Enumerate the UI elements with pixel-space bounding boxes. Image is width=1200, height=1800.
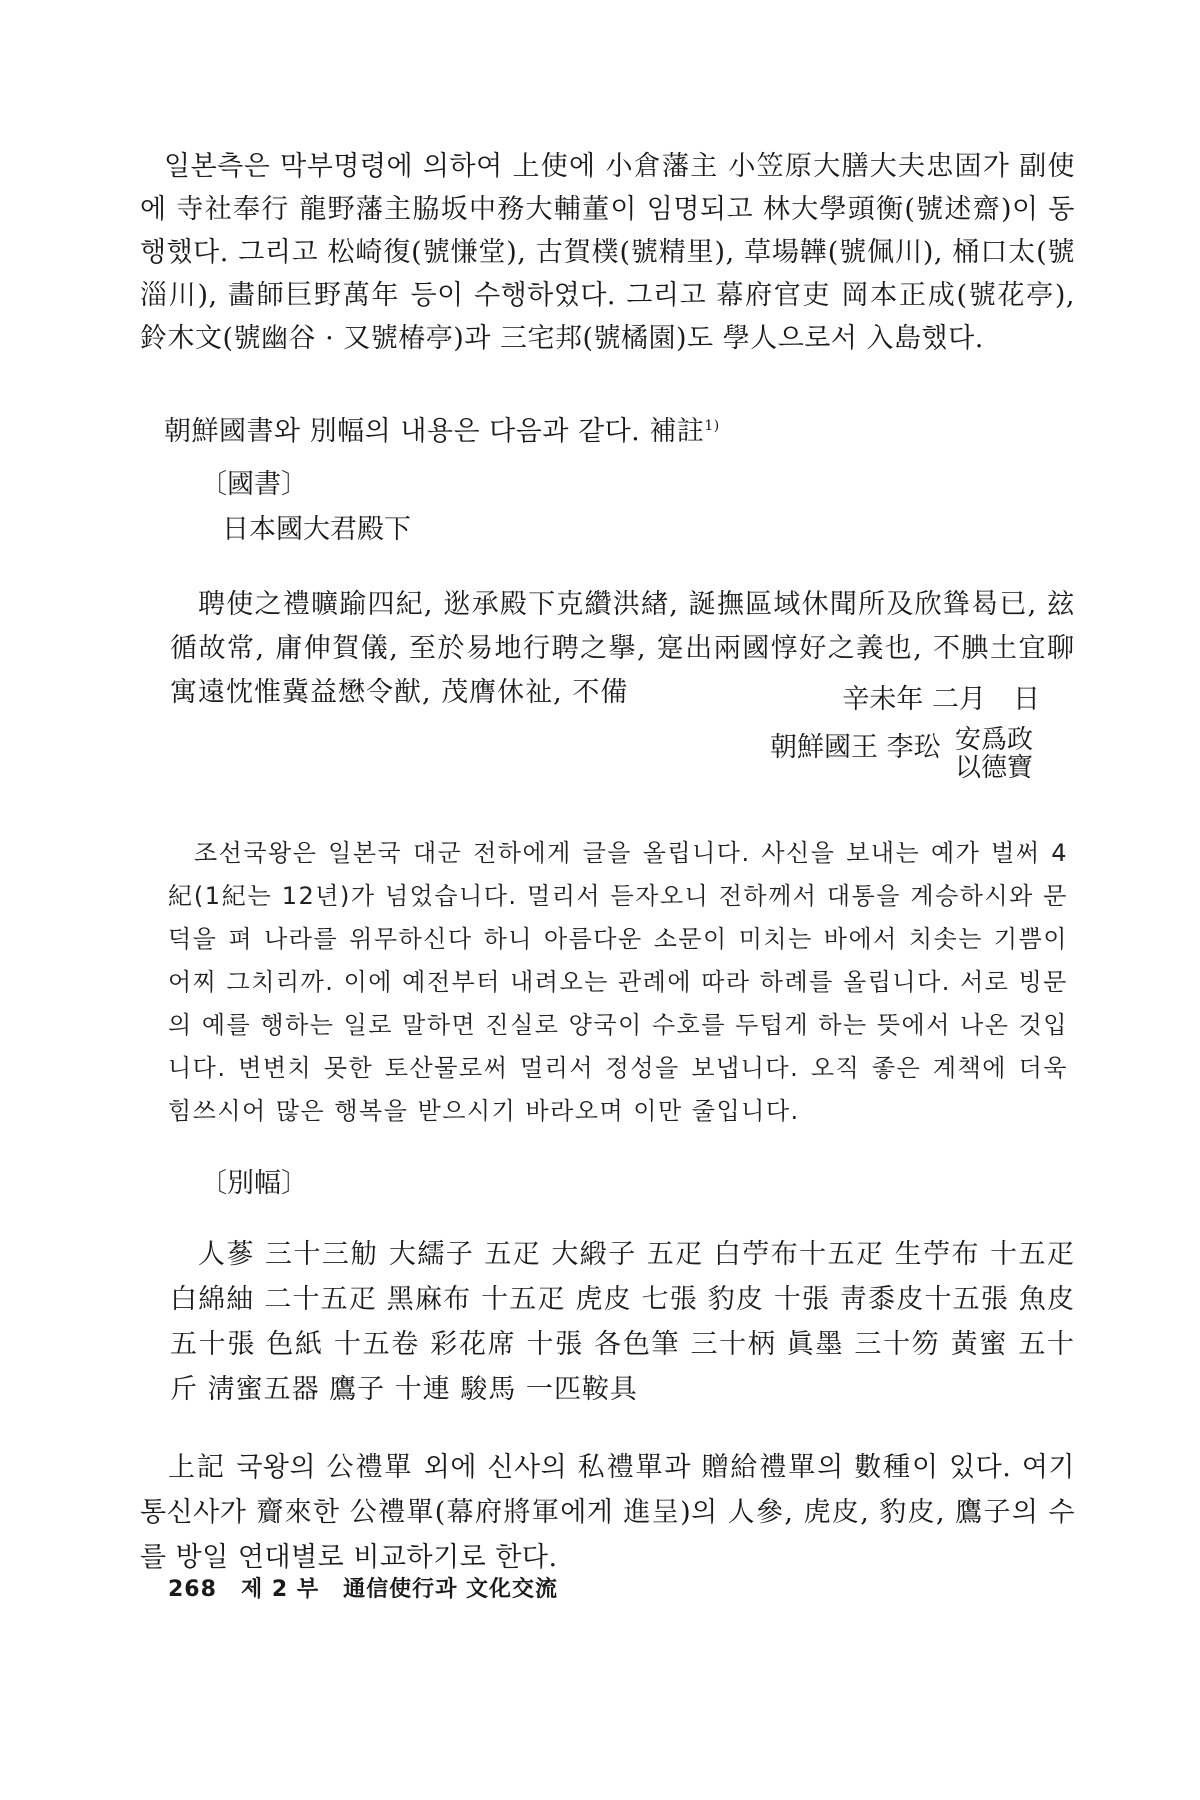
kuksho-sender: 朝鮮國王 李玜 xyxy=(770,732,941,763)
part-title: 通信使行과 文化交流 xyxy=(343,1577,558,1602)
page-footer xyxy=(168,1572,582,1603)
kuksho-addressee: 日本國大君殿下 xyxy=(222,514,411,545)
kuksho-date: 辛未年 二月 日 xyxy=(842,684,1040,715)
korean-translation: 조선국왕은 일본국 대군 전하에게 글을 올립니다. 사신을 보내는 예가 벌써 4紀(1紀는 12년)가 넘었습니다. 멀리서 듣자오니 전하께서 대통을 계승하시와 문덕을 펴 나라를 위무하신다 하니 아름다운 소문이 미치는 바에서 치솟는 기쁨이 어찌 그치리까. 이에 예전부터 내려오는 관례에 따라 하례를 올립니다. 서로 빙문의 예를 행하는 일로 말하면 진실로 양국이 수호를 두텁게 하는 뜻에서 나온 것입니다. 변변치 못한 토산물로써 멀리서 정성을 보냅니다. 오직 좋은 계책에 더욱 힘쓰시어 많은 행복을 받으시기 바라오며 이만 줄입니다. xyxy=(168,839,1068,1125)
closing-paragraph: 上記 국왕의 公禮單 외에 신사의 私禮單과 贈給禮單의 數種이 있다. 여기 통신사가 齎來한 公禮單(幕府將軍에게 進呈)의 人參, 虎皮, 豹皮, 鷹子의 수를 방일 연대별로 비교하기로 한다. xyxy=(140,1452,1075,1573)
intro-paragraph: 일본측은 막부명령에 의하여 上使에 小倉藩主 小笠原大膳大夫忠固가 副使에 寺社奉行 龍野藩主脇坂中務大輔董이 임명되고 林大學頭衡(號述齋)이 동행했다. 그리고 松崎復(號慊堂), 古賀樸(號精里), 草場韡(號佩川), 桶口太(號淄川), 畵師巨野萬年 등이 수행하였다. 그리고 幕府官吏 岡本正成(號花亭), 鈴木文(號幽谷 · 又號椿亭)과 三宅邦(號橘園)도 學人으로서 入島했다. xyxy=(140,151,1075,354)
kuksho-label: 〔國書〕 xyxy=(200,469,308,500)
seal-line-1: 安爲政 xyxy=(955,725,1034,755)
seal-line-2: 以德寶 xyxy=(955,753,1034,783)
kuksho-body: 聘使之禮曠踰四紀, 逖承殿下克纘洪緖, 誕撫區域休聞所及欣聳曷已, 玆循故常, 庸伸賀儀, 至於易地行聘之擧, 寔出兩國惇好之義也, 不腆土宜聊寓遠忱惟冀益懋令猷, 茂膺休祉, 不備 xyxy=(170,589,1075,708)
kuksho-seal xyxy=(955,726,1033,782)
byeolpok-label: 〔別幅〕 xyxy=(200,1168,308,1199)
page-number: 268 xyxy=(168,1577,217,1602)
intro-sentence-text: 朝鮮國書와 別幅의 내용은 다음과 같다. 補註 xyxy=(164,416,705,447)
footnote-marker: 1) xyxy=(704,418,720,434)
intro-sentence xyxy=(140,405,1075,453)
byeolpok-items: 人蔘 三十三觔 大繻子 五疋 大緞子 五疋 白苧布十五疋 生苧布 十五疋 白綿紬 二十五疋 黑麻布 十五疋 虎皮 七張 豹皮 十張 靑黍皮十五張 魚皮 五十張 色紙 十五卷 彩花席 十張 各色筆 三十柄 眞墨 三十笏 黃蜜 五十斤 淸蜜五器 鷹子 十連 駿馬 一匹鞍具 xyxy=(170,1239,1075,1405)
part-label: 제 2 부 xyxy=(240,1577,320,1602)
